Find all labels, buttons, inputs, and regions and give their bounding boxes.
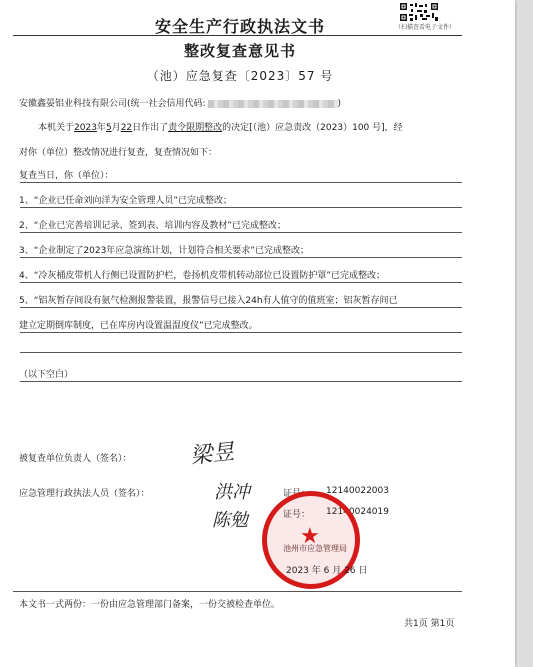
- organization-name: 安徽鑫晏铝业科技有限公司(统一社会信用代码:: [19, 99, 206, 109]
- organization-end: ): [337, 99, 342, 109]
- redacted-credit-code: [208, 100, 338, 108]
- inspection-intro: 复查当日，你（单位）：: [19, 171, 114, 181]
- ruled-line: [20, 282, 462, 283]
- responsible-person-signature: 梁昱: [189, 439, 236, 470]
- document-header-title: 安全生产行政执法文书: [154, 17, 325, 36]
- responsible-person-label: 被复查单位负责人（签名）：: [19, 454, 132, 464]
- finding-item-3: 3、“企业制定了2023年应急演练计划，计划符合相关要求”已完成整改；: [19, 246, 309, 256]
- qr-caption: （扫描查看电子文件）: [395, 24, 456, 31]
- blank-note: （以下空白）: [19, 370, 74, 380]
- finding-item-1: 1、“企业已任命刘向洋为安全管理人员”已完成整改；: [19, 196, 233, 206]
- ruled-line: [20, 232, 462, 233]
- body-text: 本机关于: [38, 123, 75, 133]
- ruled-line: [20, 307, 462, 308]
- certificate-number-1: 12140022003: [326, 486, 389, 496]
- organization-line: [19, 96, 341, 109]
- document-subtitle: 整改复查意见书: [183, 42, 296, 60]
- body-text: 日作出了: [132, 123, 169, 133]
- finding-item-4: 4、“冷灰桶皮带机人行侧已设置防护栏，卷扬机皮带机转动部位已设置防护罩”已完成整改；: [19, 271, 386, 281]
- qr-code-icon: [399, 2, 439, 22]
- finding-item-5-continued: 建立定期倒库制度，已在库房内设置温湿度仪”已完成整改。: [19, 321, 258, 331]
- document-date: 2023 年 6 月 26 日: [286, 566, 368, 576]
- certificate-number-2: 12140024019: [326, 507, 389, 517]
- decision-day: 22: [120, 123, 133, 133]
- star-icon: ★: [300, 524, 320, 549]
- ruled-line: [20, 257, 462, 258]
- officer-signature-2: 陈勉: [212, 510, 248, 531]
- stamp-organization: 池州市应急管理局: [283, 544, 347, 553]
- body-text: 月: [111, 123, 121, 133]
- body-paragraph-line2: 对你（单位）整改情况进行复查，复查情况如下：: [19, 148, 218, 158]
- officer-signature-1: 洪冲: [214, 482, 250, 503]
- officer-label: 应急管理行政执法人员（签名）：: [19, 489, 150, 499]
- ruled-line: [20, 182, 462, 183]
- body-text: 的决定[（池）应急责改（2023）100 号]，经: [222, 123, 403, 133]
- header-rule: [13, 35, 462, 36]
- ruled-line: [20, 352, 462, 353]
- finding-item-5: 5、“铝灰暂存间设有氨气检测报警装置，报警信号已接入24h有人值守的值班室；铝灰暂存间已: [19, 296, 398, 306]
- vertical-scrollbar[interactable]: [519, 0, 533, 667]
- decision-type: 责令限期整改: [168, 123, 223, 133]
- ruled-line: [20, 207, 462, 208]
- certificate-label-1: 证号：: [283, 489, 311, 499]
- document-number: （池）应急复查〔2023〕57 号: [146, 69, 334, 83]
- body-paragraph-line1: [38, 120, 403, 133]
- copies-note: 本文书一式两份：一份由应急管理部门备案，一份交被检查单位。: [19, 600, 281, 610]
- ruled-line: [20, 332, 462, 333]
- page-counter: 共1页 第1页: [404, 619, 455, 629]
- decision-year: 2023: [74, 123, 97, 133]
- certificate-label-2: 证号：: [283, 510, 311, 520]
- ruled-line: [20, 381, 462, 382]
- footer-rule: [13, 591, 462, 592]
- decision-month: 5: [105, 123, 112, 133]
- body-text: 年: [96, 123, 106, 133]
- finding-item-2: 2、“企业已完善培训记录、签到表、培训内容及教材”已完成整改；: [19, 221, 287, 231]
